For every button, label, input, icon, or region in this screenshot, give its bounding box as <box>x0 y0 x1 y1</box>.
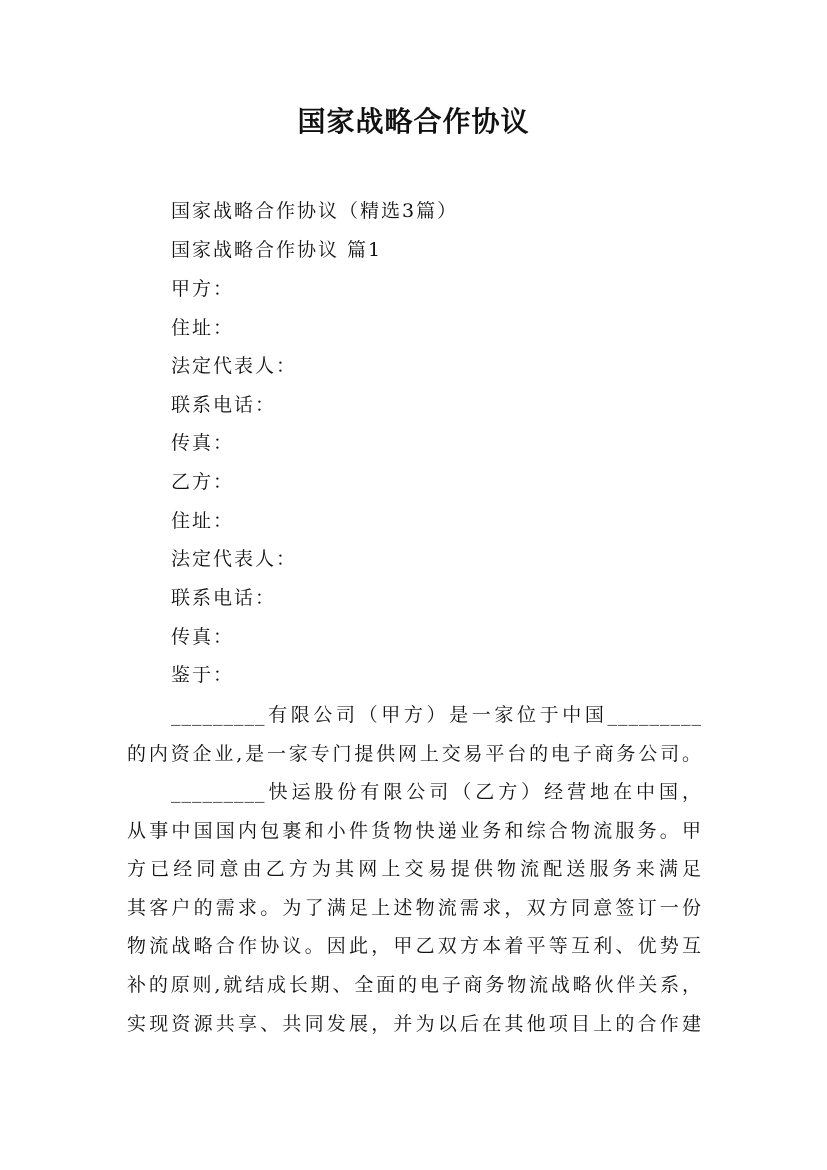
section-heading: 国家战略合作协议 篇1 <box>171 239 383 261</box>
document-title: 国家战略合作协议 <box>297 105 530 138</box>
party-a-phone-label: 联系电话： <box>171 394 277 416</box>
whereas-label: 鉴于： <box>171 664 235 686</box>
paragraph-party-a <box>127 696 702 773</box>
paragraph-line: 的内资企业,是一家专门提供网上交易平台的电子商务公司。 <box>127 742 702 765</box>
party-b-fax-label: 传真： <box>171 626 235 648</box>
party-a-address-label: 住址： <box>171 317 235 339</box>
party-b-label: 乙方： <box>171 471 235 493</box>
paragraph-line: _________有限公司（甲方）是一家位于中国_________ <box>171 704 702 726</box>
paragraph-line: 补的原则,就结成长期、全面的电子商务物流战略伙伴关系， <box>127 973 702 996</box>
party-a-fax-label: 传真： <box>171 432 235 454</box>
paragraph-line: 物流战略合作协议。因此，甲乙双方本着平等互利、优势互 <box>127 935 702 958</box>
party-b-address-label: 住址： <box>171 510 235 532</box>
paragraph-party-b <box>127 773 702 1043</box>
subtitle-line: 国家战略合作协议（精选3篇） <box>171 200 459 222</box>
paragraph-line: 其客户的需求。为了满足上述物流需求，双方同意签订一份 <box>127 896 702 919</box>
party-a-representative-label: 法定代表人： <box>171 355 298 377</box>
paragraph-line: 方已经同意由乙方为其网上交易提供物流配送服务来满足 <box>127 858 702 881</box>
party-a-label: 甲方： <box>171 278 235 300</box>
party-b-representative-label: 法定代表人： <box>171 548 298 570</box>
party-b-phone-label: 联系电话： <box>171 587 277 609</box>
paragraph-line: 从事中国国内包裹和小件货物快递业务和综合物流服务。甲 <box>127 819 702 842</box>
paragraph-line: _________快运股份有限公司（乙方）经营地在中国， <box>171 781 702 803</box>
paragraph-line: 实现资源共享、共同发展，并为以后在其他项目上的合作建 <box>127 1012 702 1035</box>
